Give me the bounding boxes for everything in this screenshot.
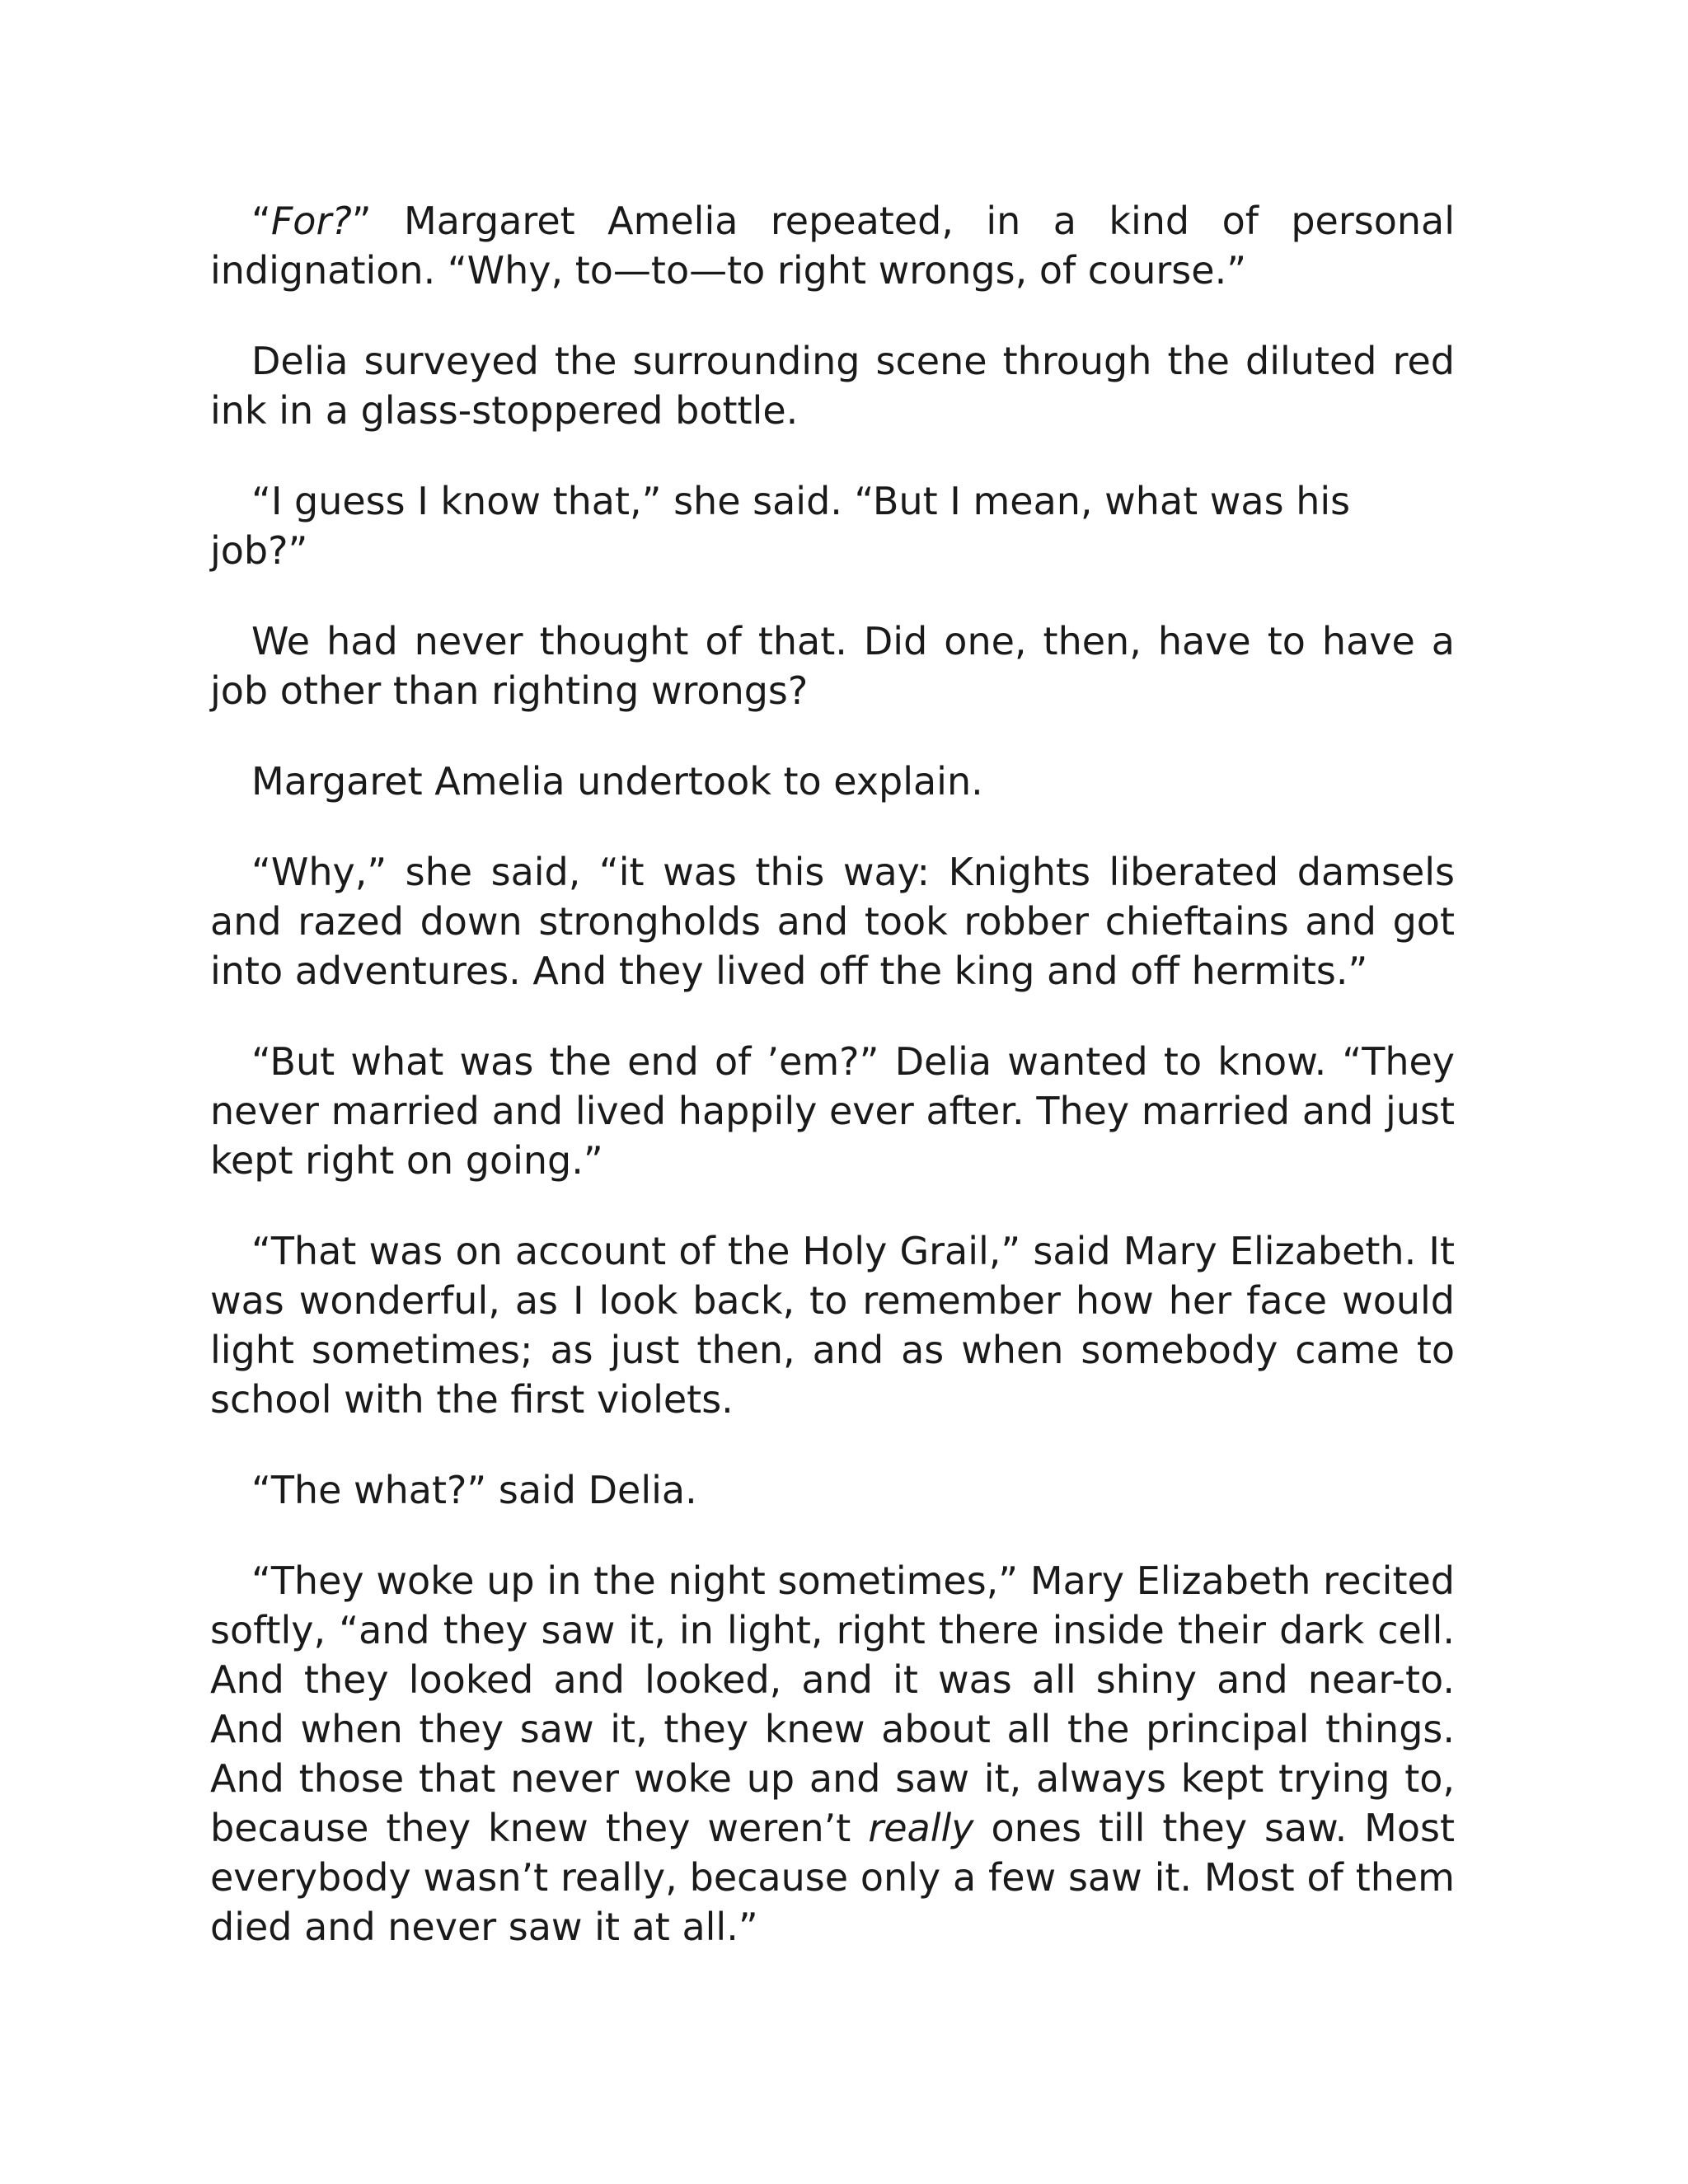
paragraph-text: “The what?” said Delia. <box>251 1468 697 1512</box>
paragraph-text-italic: really <box>868 1806 974 1850</box>
paragraph-text: “Why,” she said, “it was this way: Knights liberated damsels and razed down strongholds and took robber chieftains and got into adventures. And they lived off the king and off hermits.” <box>210 850 1455 993</box>
paragraph-10 <box>210 1556 1455 1952</box>
paragraph-2 <box>210 336 1455 435</box>
paragraph-text-italic: For? <box>270 199 352 243</box>
paragraph-text: Delia surveyed the surrounding scene through the diluted red ink in a glass-stoppered bottle. <box>210 339 1455 433</box>
paragraph-5 <box>210 757 1455 806</box>
document-page <box>210 196 1455 1993</box>
paragraph-1 <box>210 196 1455 295</box>
paragraph-text: “They woke up in the night sometimes,” Mary Elizabeth recited softly, “and they saw it, in light, right there inside their dark cell. And they looked and looked, and it was all shiny and near-to. And when they saw it, they knew about all the principal things. And those that never woke up and saw it, always kept trying to, because they knew they weren’t <box>210 1558 1455 1850</box>
paragraph-7 <box>210 1037 1455 1185</box>
paragraph-4 <box>210 616 1455 715</box>
paragraph-text: “But what was the end of ’em?” Delia wanted to know. “They never married and lived happily ever after. They married and just kept right on going.” <box>210 1039 1455 1183</box>
paragraph-text: “I guess I know that,” she said. “But I mean, what was his job?” <box>210 479 1351 573</box>
paragraph-9 <box>210 1465 1455 1515</box>
paragraph-6 <box>210 847 1455 996</box>
paragraph-text: “ <box>251 199 271 243</box>
paragraph-text: We had never thought of that. Did one, then, have to have a job other than righting wrongs? <box>210 619 1455 713</box>
paragraph-text: “That was on account of the Holy Grail,” said Mary Elizabeth. It was wonderful, as I look back, to remember how her face would light sometimes; as just then, and as when somebody came to school with the first violets. <box>210 1229 1455 1422</box>
paragraph-text: Margaret Amelia undertook to explain. <box>251 759 983 804</box>
paragraph-text: ones till they saw. Most everybody wasn’t really, because only a few saw it. Most of them died and never saw it at all.” <box>210 1806 1455 1949</box>
paragraph-text: ” Margaret Amelia repeated, in a kind of personal indignation. “Why, to—to—to right wrongs, of course.” <box>210 199 1455 293</box>
paragraph-8 <box>210 1226 1455 1424</box>
paragraph-3 <box>210 476 1455 575</box>
